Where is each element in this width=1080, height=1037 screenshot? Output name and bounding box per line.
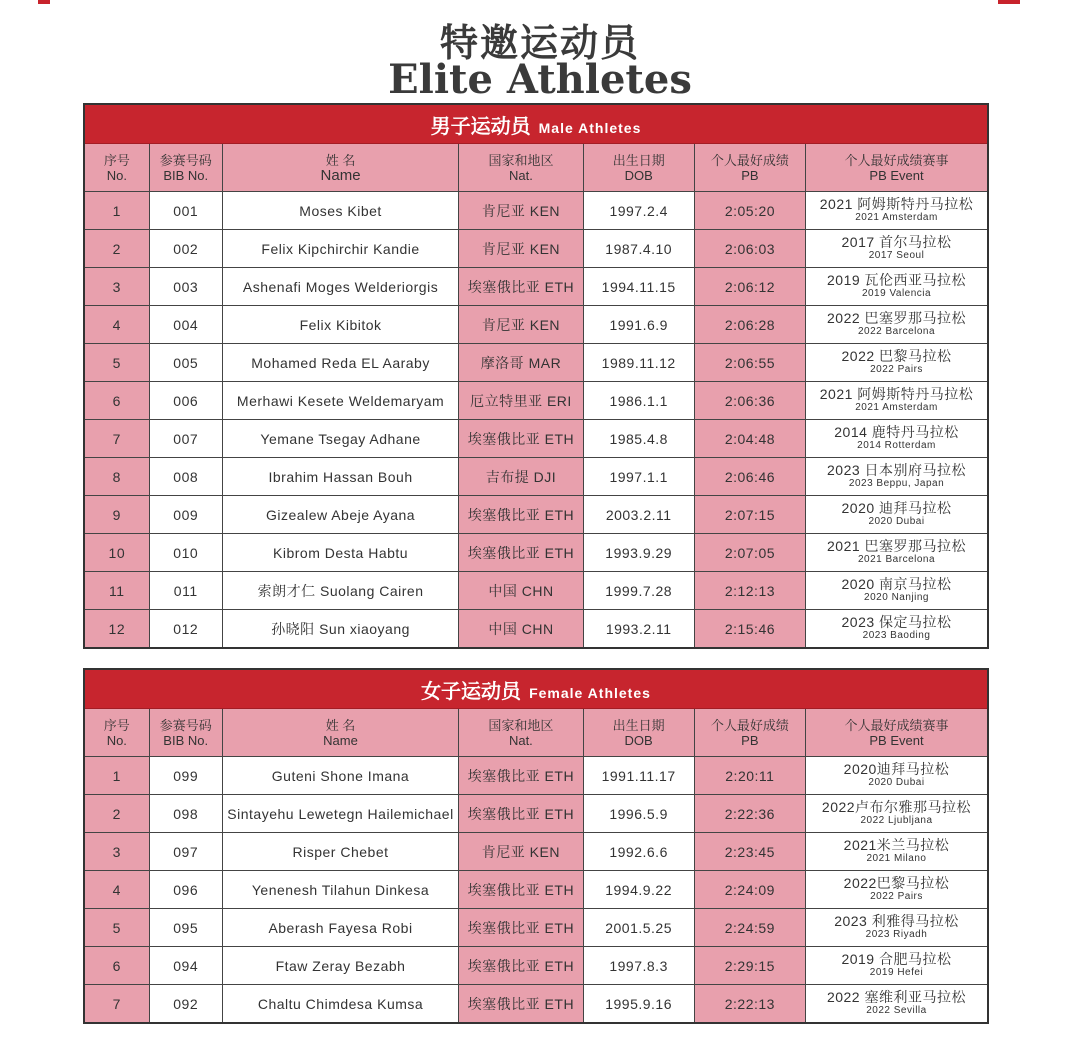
event-name-en: 2022 Pairs [870, 890, 923, 902]
cell-bib: 011 [149, 572, 222, 610]
cell-event [805, 871, 988, 909]
female-title-en: Female Athletes [529, 684, 651, 701]
cell-no: 2 [84, 795, 149, 833]
cell-pb: 2:07:05 [694, 534, 805, 572]
cell-pb: 2:20:11 [694, 757, 805, 795]
cell-nat: 厄立特里亚 ERI [459, 382, 583, 420]
cell-name: Kibrom Desta Habtu [222, 534, 459, 572]
header-bib: 参赛号码 BIB No. [149, 709, 222, 757]
cell-no: 6 [84, 382, 149, 420]
corner-accent-left [38, 0, 50, 4]
male-title-zh: 男子运动员 [430, 113, 531, 138]
event-name-zh: 2014 鹿特丹马拉松 [834, 423, 959, 440]
event-name-zh: 2019 瓦伦西亚马拉松 [827, 271, 967, 288]
cell-name: Mohamed Reda EL Aaraby [222, 344, 459, 382]
header-event: 个人最好成绩赛事 PB Event [806, 144, 988, 192]
cell-event [805, 909, 988, 947]
table-row [84, 757, 988, 795]
cell-bib: 008 [149, 458, 222, 496]
cell-name: Felix Kipchirchir Kandie [222, 230, 459, 268]
cell-name: Aberash Fayesa Robi [222, 909, 458, 947]
cell-dob: 2003.2.11 [583, 496, 694, 534]
event-name-zh: 2022巴黎马拉松 [843, 874, 950, 891]
cell-bib: 099 [149, 757, 222, 795]
event-name-zh: 2021米兰马拉松 [843, 836, 950, 853]
event-name-en: 2021 Amsterdam [855, 401, 938, 413]
cell-name: Felix Kibitok [222, 306, 459, 344]
table-row [84, 268, 988, 306]
cell-event [806, 192, 988, 230]
cell-nat: 肯尼亚 KEN [459, 306, 583, 344]
event-name-zh: 2021 阿姆斯特丹马拉松 [819, 195, 974, 212]
header-nat: 国家和地区 Nat. [459, 144, 583, 192]
cell-nat: 埃塞俄比亚 ETH [459, 985, 583, 1024]
cell-name: Yenenesh Tilahun Dinkesa [222, 871, 458, 909]
cell-dob: 1986.1.1 [583, 382, 694, 420]
cell-bib: 005 [149, 344, 222, 382]
header-no: 序号 No. [84, 709, 149, 757]
cell-nat: 埃塞俄比亚 ETH [459, 795, 583, 833]
header-name: 姓 名 Name [222, 709, 458, 757]
event-name-zh: 2023 日本别府马拉松 [827, 461, 967, 478]
header-pb: 个人最好成绩 PB [694, 144, 805, 192]
female-athletes-table [83, 668, 989, 1024]
male-title-en: Male Athletes [538, 119, 642, 136]
cell-nat: 肯尼亚 KEN [459, 192, 583, 230]
page-title-en: Elite Athletes [388, 56, 692, 103]
cell-pb: 2:22:13 [694, 985, 805, 1024]
cell-event [806, 344, 988, 382]
cell-no: 2 [84, 230, 149, 268]
header-dob: 出生日期 DOB [583, 709, 694, 757]
corner-accent-right [998, 0, 1020, 4]
cell-pb: 2:23:45 [694, 833, 805, 871]
table-row [84, 572, 988, 610]
table-row [84, 985, 988, 1024]
cell-dob: 1993.9.29 [583, 534, 694, 572]
cell-event [806, 306, 988, 344]
cell-pb: 2:04:48 [694, 420, 805, 458]
female-header-row [84, 709, 988, 757]
cell-dob: 1989.11.12 [583, 344, 694, 382]
cell-bib: 098 [149, 795, 222, 833]
cell-nat: 埃塞俄比亚 ETH [459, 757, 583, 795]
table-row [84, 192, 988, 230]
event-name-en: 2020 Dubai [868, 515, 925, 527]
table-row [84, 230, 988, 268]
cell-dob: 1994.11.15 [583, 268, 694, 306]
cell-pb: 2:06:12 [694, 268, 805, 306]
cell-event [805, 947, 988, 985]
table-row [84, 795, 988, 833]
event-name-en: 2022 Barcelona [857, 325, 936, 337]
cell-bib: 012 [149, 610, 222, 649]
cell-nat: 埃塞俄比亚 ETH [459, 268, 583, 306]
event-name-en: 2022 Pairs [870, 363, 923, 375]
event-name-zh: 2022 巴塞罗那马拉松 [827, 309, 967, 326]
cell-no: 12 [84, 610, 149, 649]
cell-dob: 1987.4.10 [583, 230, 694, 268]
cell-pb: 2:06:55 [694, 344, 805, 382]
event-name-en: 2020 Nanjing [864, 591, 929, 603]
cell-bib: 010 [149, 534, 222, 572]
cell-name: Ibrahim Hassan Bouh [222, 458, 459, 496]
cell-no: 3 [84, 268, 149, 306]
cell-name: Ftaw Zeray Bezabh [222, 947, 458, 985]
event-name-en: 2014 Rotterdam [857, 439, 936, 451]
cell-event [805, 985, 988, 1024]
cell-no: 10 [84, 534, 149, 572]
cell-no: 3 [84, 833, 149, 871]
cell-pb: 2:06:03 [694, 230, 805, 268]
event-name-zh: 2020迪拜马拉松 [843, 760, 950, 777]
event-name-zh: 2023 保定马拉松 [841, 613, 952, 630]
cell-nat: 埃塞俄比亚 ETH [459, 534, 583, 572]
cell-dob: 1991.6.9 [583, 306, 694, 344]
cell-pb: 2:24:09 [694, 871, 805, 909]
table-row [84, 382, 988, 420]
cell-pb: 2:07:15 [694, 496, 805, 534]
event-name-zh: 2020 迪拜马拉松 [841, 499, 952, 516]
cell-nat: 埃塞俄比亚 ETH [459, 909, 583, 947]
cell-event [806, 572, 988, 610]
cell-name: Sintayehu Lewetegn Hailemichael [222, 795, 458, 833]
table-row [84, 306, 988, 344]
cell-event [806, 268, 988, 306]
cell-event [805, 833, 988, 871]
cell-dob: 1994.9.22 [583, 871, 694, 909]
event-name-zh: 2022卢布尔雅那马拉松 [821, 798, 972, 815]
cell-bib: 095 [149, 909, 222, 947]
cell-bib: 007 [149, 420, 222, 458]
cell-event [806, 230, 988, 268]
cell-dob: 1999.7.28 [583, 572, 694, 610]
table-row [84, 833, 988, 871]
cell-dob: 1997.1.1 [583, 458, 694, 496]
cell-no: 7 [84, 985, 149, 1024]
event-name-en: 2020 Dubai [868, 776, 925, 788]
cell-pb: 2:06:36 [694, 382, 805, 420]
header-name: 姓 名 Name [222, 144, 459, 192]
table-row [84, 344, 988, 382]
cell-pb: 2:06:28 [694, 306, 805, 344]
cell-nat: 肯尼亚 KEN [459, 833, 583, 871]
cell-bib: 092 [149, 985, 222, 1024]
cell-dob: 1992.6.6 [583, 833, 694, 871]
cell-name: 索朗才仁 Suolang Cairen [222, 572, 459, 610]
cell-nat: 埃塞俄比亚 ETH [459, 871, 583, 909]
cell-nat: 埃塞俄比亚 ETH [459, 947, 583, 985]
event-name-en: 2022 Ljubljana [860, 814, 933, 826]
cell-bib: 009 [149, 496, 222, 534]
event-name-en: 2019 Hefei [869, 966, 924, 978]
header-dob: 出生日期 DOB [583, 144, 694, 192]
cell-bib: 097 [149, 833, 222, 871]
cell-no: 5 [84, 909, 149, 947]
cell-bib: 001 [149, 192, 222, 230]
cell-dob: 1991.11.17 [583, 757, 694, 795]
cell-no: 1 [84, 757, 149, 795]
cell-nat: 埃塞俄比亚 ETH [459, 420, 583, 458]
cell-dob: 1985.4.8 [583, 420, 694, 458]
cell-no: 8 [84, 458, 149, 496]
cell-name: Guteni Shone Imana [222, 757, 458, 795]
cell-dob: 1993.2.11 [583, 610, 694, 649]
cell-bib: 094 [149, 947, 222, 985]
event-name-zh: 2021 巴塞罗那马拉松 [827, 537, 967, 554]
cell-event [806, 420, 988, 458]
page-title-zh: 特邀运动员 [439, 21, 640, 65]
cell-no: 9 [84, 496, 149, 534]
cell-no: 5 [84, 344, 149, 382]
table-row [84, 458, 988, 496]
male-header-row [84, 144, 988, 192]
female-banner [84, 669, 988, 709]
cell-no: 7 [84, 420, 149, 458]
header-no: 序号 No. [84, 144, 149, 192]
cell-event [806, 458, 988, 496]
event-name-zh: 2017 首尔马拉松 [841, 233, 952, 250]
event-name-zh: 2022 塞维利亚马拉松 [826, 988, 966, 1005]
event-name-en: 2022 Sevilla [866, 1004, 927, 1016]
cell-name: Yemane Tsegay Adhane [222, 420, 459, 458]
cell-pb: 2:24:59 [694, 909, 805, 947]
cell-nat: 肯尼亚 KEN [459, 230, 583, 268]
table-row [84, 534, 988, 572]
table-row [84, 420, 988, 458]
cell-event [806, 496, 988, 534]
header-event: 个人最好成绩赛事 PB Event [805, 709, 988, 757]
event-name-zh: 2023 利雅得马拉松 [834, 912, 959, 929]
header-nat: 国家和地区 Nat. [459, 709, 583, 757]
event-name-zh: 2020 南京马拉松 [841, 575, 952, 592]
cell-pb: 2:22:36 [694, 795, 805, 833]
cell-dob: 1996.5.9 [583, 795, 694, 833]
cell-pb: 2:06:46 [694, 458, 805, 496]
cell-nat: 中国 CHN [459, 572, 583, 610]
cell-dob: 1997.2.4 [583, 192, 694, 230]
event-name-en: 2023 Beppu, Japan [848, 477, 945, 489]
cell-name: Merhawi Kesete Weldemaryam [222, 382, 459, 420]
cell-nat: 吉布提 DJI [459, 458, 583, 496]
male-table-body [84, 192, 988, 649]
event-name-en: 2021 Milano [866, 852, 927, 864]
event-name-zh: 2021 阿姆斯特丹马拉松 [819, 385, 974, 402]
table-row [84, 947, 988, 985]
event-name-zh: 2022 巴黎马拉松 [841, 347, 952, 364]
cell-name: Risper Chebet [222, 833, 458, 871]
event-name-en: 2021 Amsterdam [855, 211, 938, 223]
event-name-en: 2021 Barcelona [857, 553, 936, 565]
event-name-en: 2019 Valencia [861, 287, 932, 299]
cell-pb: 2:05:20 [694, 192, 805, 230]
cell-bib: 004 [149, 306, 222, 344]
cell-event [805, 757, 988, 795]
table-row [84, 909, 988, 947]
event-name-zh: 2019 合肥马拉松 [841, 950, 952, 967]
cell-name: Moses Kibet [222, 192, 459, 230]
header-bib: 参赛号码 BIB No. [149, 144, 222, 192]
cell-dob: 2001.5.25 [583, 909, 694, 947]
table-row [84, 496, 988, 534]
table-row [84, 871, 988, 909]
cell-name: Chaltu Chimdesa Kumsa [222, 985, 458, 1024]
cell-pb: 2:29:15 [694, 947, 805, 985]
table-row [84, 610, 988, 649]
female-title-zh: 女子运动员 [421, 678, 522, 703]
event-name-en: 2017 Seoul [868, 249, 925, 261]
cell-bib: 096 [149, 871, 222, 909]
cell-pb: 2:15:46 [694, 610, 805, 649]
cell-name: Gizealew Abeje Ayana [222, 496, 459, 534]
cell-no: 1 [84, 192, 149, 230]
cell-no: 6 [84, 947, 149, 985]
cell-name: 孙晓阳 Sun xiaoyang [222, 610, 459, 649]
cell-event [806, 382, 988, 420]
cell-bib: 006 [149, 382, 222, 420]
cell-no: 11 [84, 572, 149, 610]
event-name-en: 2023 Baoding [862, 629, 931, 641]
male-banner [84, 104, 988, 144]
cell-pb: 2:12:13 [694, 572, 805, 610]
cell-nat: 中国 CHN [459, 610, 583, 649]
cell-nat: 埃塞俄比亚 ETH [459, 496, 583, 534]
cell-event [806, 610, 988, 649]
cell-dob: 1995.9.16 [583, 985, 694, 1024]
cell-no: 4 [84, 871, 149, 909]
cell-event [805, 795, 988, 833]
cell-bib: 003 [149, 268, 222, 306]
male-athletes-table [83, 103, 989, 649]
cell-no: 4 [84, 306, 149, 344]
header-pb: 个人最好成绩 PB [694, 709, 805, 757]
cell-bib: 002 [149, 230, 222, 268]
cell-event [806, 534, 988, 572]
event-name-en: 2023 Riyadh [865, 928, 928, 940]
female-table-body [84, 757, 988, 1024]
cell-name: Ashenafi Moges Welderiorgis [222, 268, 459, 306]
cell-dob: 1997.8.3 [583, 947, 694, 985]
cell-nat: 摩洛哥 MAR [459, 344, 583, 382]
